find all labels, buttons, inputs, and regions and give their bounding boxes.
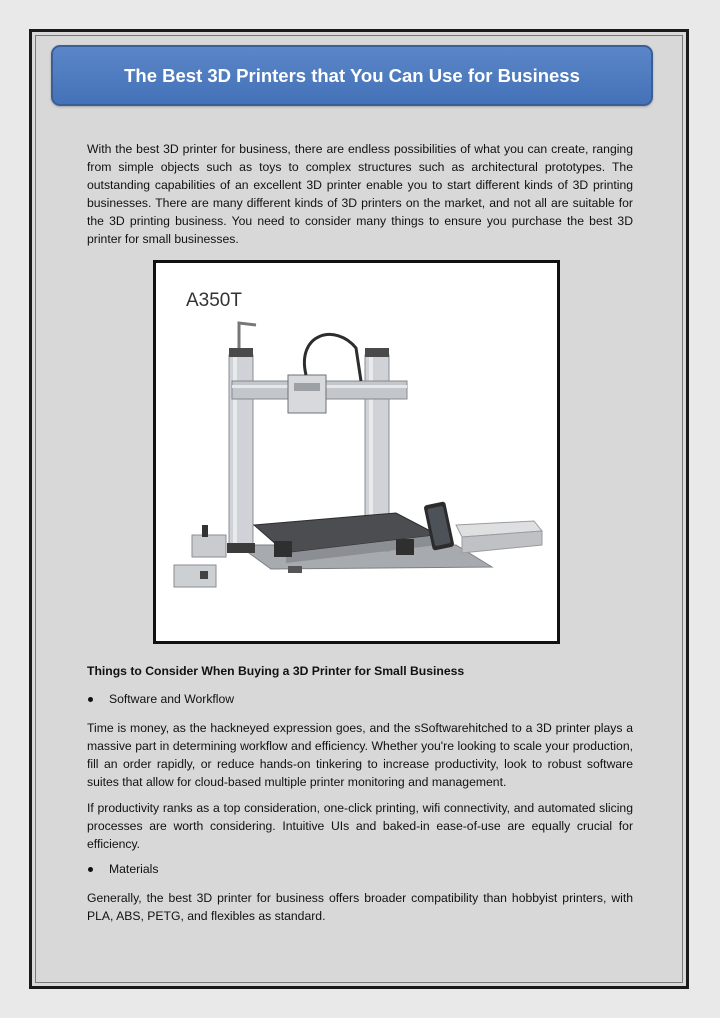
base-foot — [288, 566, 302, 573]
printer-photo — [153, 260, 560, 644]
bullet-item — [87, 692, 234, 706]
bed-motor-right — [396, 539, 414, 555]
bed-motor-left — [274, 541, 292, 557]
bullet-label: Software and Workflow — [109, 692, 235, 706]
left-column-cap — [229, 348, 253, 357]
controller-knob — [202, 525, 208, 537]
toolhead — [288, 375, 326, 413]
productivity-paragraph: If productivity ranks as a top consideration, one-click printing, wifi connectivity, and automated slicing processes are worth considering. Intuitive UIs and baked-in ease-of-use are equally crucial for efficiency. — [87, 801, 633, 851]
toolhead-cable — [304, 334, 361, 381]
bullet-label: Materials — [109, 862, 159, 876]
title-banner — [51, 45, 653, 106]
page-title: The Best 3D Printers that You Can Use for Business — [124, 64, 580, 86]
right-column-cap — [365, 348, 389, 357]
toolhead-panel — [294, 383, 320, 391]
bullet-item — [87, 862, 158, 876]
controller-module — [192, 535, 226, 557]
power-module — [174, 565, 216, 587]
materials-paragraph: Generally, the best 3D printer for business offers broader compatibility than hobbyist printers, with PLA, ABS, PETG, and flexibles as standard. — [87, 891, 633, 923]
software-paragraph: Time is money, as the hackneyed expression goes, and the sSoftwarehitched to a 3D printer plays a massive part in determining workflow and efficiency. Whether you're looking to scale your production, fill an order rapidly, or reduce hands-on tinkering to increase productivity, look to robust software suites that allow for cloud-based multiple printer monitoring and management. — [87, 721, 633, 789]
printer-model-label: A350T — [186, 290, 242, 311]
power-module-port — [200, 571, 208, 579]
left-motor — [227, 543, 255, 553]
filament-arm — [239, 323, 256, 348]
intro-paragraph: With the best 3D printer for business, there are endless possibilities of what you can create, ranging from simple objects such as toys to complex structures such as architectural prototypes. The outstanding capabilities of an excellent 3D printer enable you to start different kinds of 3D printing businesses. There are many different kinds of 3D printers on the market, and not all are suitable for the 3D printing business. You need to consider many things to ensure you purchase the best 3D printer for small businesses. — [87, 142, 633, 246]
bullet-dot-icon — [88, 867, 93, 872]
section-heading: Things to Consider When Buying a 3D Printer for Small Business — [87, 664, 465, 678]
printer-illustration — [156, 263, 557, 641]
bullet-dot-icon — [88, 697, 93, 702]
